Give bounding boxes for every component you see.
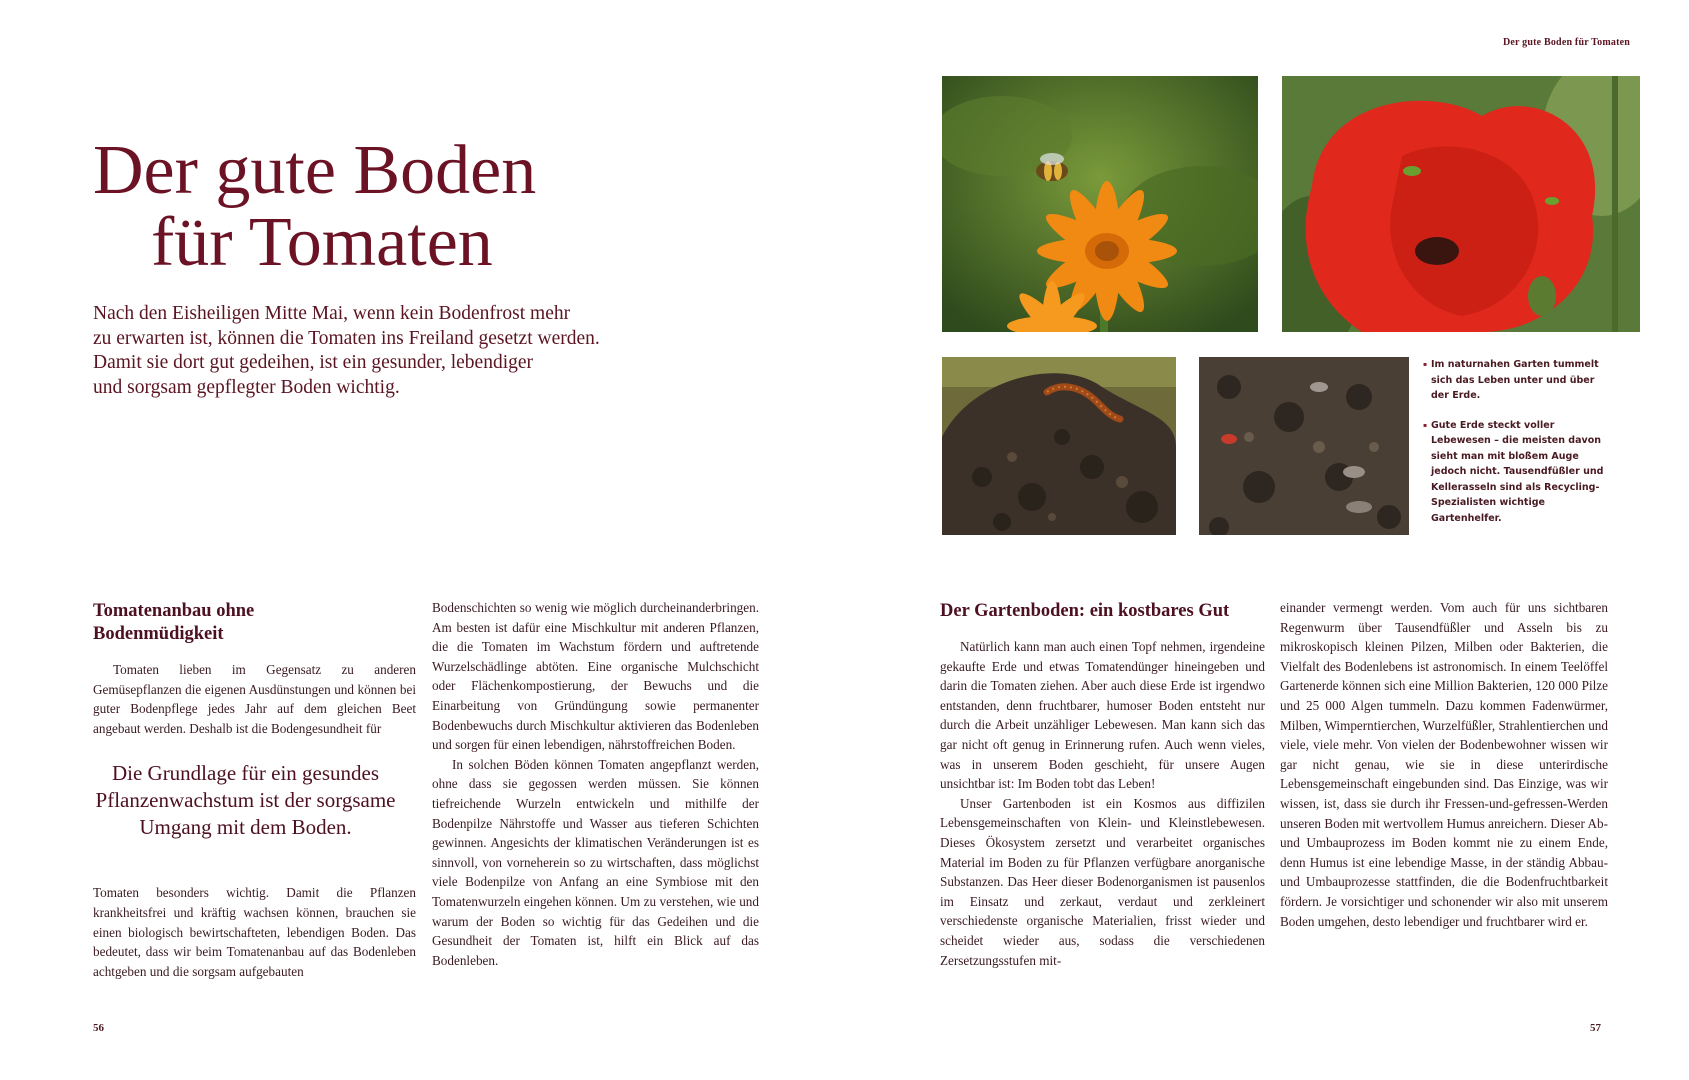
section-heading: Der Gartenboden: ein kostbares Gut bbox=[940, 601, 1230, 621]
body-paragraph: In solchen Böden können Tomaten angepflanzt werden, ohne dass sie gegossen werden müssen. Sie können tiefreichende Wurzeln entwickeln und mithilfe der Bodenpilze Nährstoffe und Wasser aus tieferen Schichten gewinnen. Angesichts der klimatischen Veränderungen ist es sinnvoll, von vorneherein so zu wirtschaften, dass möglichst viele Bodenpilze von Anfang an eine Symbiose mit den Tomatenwurzeln eingehen können. Um zu verstehen, wie und warum der Boden so wichtig für das Gedeihen und die Gesundheit der Tomaten ist, hilft ein Blick auf das Bodenleben. bbox=[432, 756, 759, 968]
lead-line: Nach den Eisheiligen Mitte Mai, wenn kein Bodenfrost mehr bbox=[93, 303, 571, 324]
lead-line: und sorgsam gepflegter Boden wichtig. bbox=[93, 376, 400, 398]
lead-line: zu erwarten ist, können die Tomaten ins Freiland gesetzt werden. bbox=[93, 327, 600, 349]
right-column-2 bbox=[1280, 598, 1608, 931]
section-heading: Tomatenanbau ohne Bodenmüdigkeit bbox=[93, 601, 255, 644]
lead-paragraph bbox=[93, 302, 693, 400]
body-paragraph: Tomaten lieben im Gegensatz zu anderen Gemüsepflanzen die eigenen Ausdünstungen und können bei guter Bodenpflege jedes Jahr auf dem gleichen Beet angebaut werden. Deshalb ist die Bodengesundheit für bbox=[93, 662, 416, 736]
title-line-2: für Tomaten bbox=[151, 204, 493, 281]
pull-quote bbox=[73, 760, 418, 841]
left-column-1 bbox=[93, 600, 416, 981]
body-paragraph: Natürlich kann man auch einen Topf nehmen, irgendeine gekaufte Erde und etwas Tomatendünger hineingeben und darin die Tomaten ziehen. Aber auch diese Erde ist irgendwo entstanden, denn fruchtbarer, humoser Boden entsteht nur durch die Arbeit unzähliger Lebewesen. Man kann sich das gar nicht oft genug in Erinnerung rufen. Auch wenn vieles, was in unserem Boden geschieht, für unsere Augen unsichtbar ist: Im Boden tobt das Leben! bbox=[940, 639, 1265, 792]
running-header: Der gute Boden für Tomaten bbox=[1502, 37, 1630, 48]
photo-red-poppy bbox=[1282, 76, 1640, 332]
lead-line: Damit sie dort gut gedeihen, ist ein gesunder, lebendiger bbox=[93, 352, 534, 373]
body-paragraph: Unser Gartenboden ist ein Kosmos aus diffizilen Lebensgemeinschaften von Klein- und Kleinstlebewesen. Dieses Ökosystem zersetzt und verarbeitet organisches Material im Boden zu für Pflanzen verfügbare anorganische Substanzen. Das Heer dieser Bodenorganismen ist pausenlos im Einsatz und zerkaut, verdaut und zerkleinert verschiedenste organische Materialien, frisst wieder und scheidet wieder aus, sodass die verschiedenen Zersetzungsstufen mit- bbox=[940, 795, 1265, 968]
photo-caption bbox=[1423, 357, 1608, 540]
page-title bbox=[93, 132, 713, 281]
left-column-2 bbox=[432, 598, 759, 970]
photo-soil-woodlice bbox=[1199, 357, 1409, 535]
title-line-1: Der gute Boden bbox=[93, 132, 537, 209]
pull-quote-line: Pflanzenwachstum ist der sorgsame bbox=[95, 788, 396, 813]
pull-quote-line: Die Grundlage für ein gesundes bbox=[111, 761, 380, 786]
right-column-1 bbox=[940, 600, 1265, 970]
pull-quote-line: Umgang mit dem Boden. bbox=[139, 815, 352, 840]
body-paragraph: Tomaten besonders wichtig. Damit die Pflanzen krankheitsfrei und kräftig wachsen können, brauchen sie einen biologisch bewirtschafteten, lebendigen Boden. Das bedeutet, dass wir beim Tomatenanbau auf das Bodenleben achtgeben und die sorgsam aufgebauten bbox=[93, 885, 416, 979]
caption-item: ▪ Gute Erde steckt voller Lebewesen – die meisten davon sieht man mit bloßem Auge jedoch nicht. Tausendfüßler und Kellerasseln sind als Recycling-Spezialisten wichtige Gartenhelfer. bbox=[1423, 418, 1608, 527]
body-paragraph: Bodenschichten so wenig wie möglich durcheinanderbringen. Am besten ist dafür eine Mischkultur mit anderen Pflanzen, die die Tomaten im Wachstum fördern und auftretende Wurzelschädlinge abtöten. Eine organische Mulchschicht oder Flächenkompostierung, der Bewuchs und die Einarbeitung von Gründüngung sowie permanenter Bodenbewuchs durch Mischkultur aktivieren das Bodenleben und sorgen für einen lebendigen, nährstoffreichen Boden. bbox=[432, 600, 759, 753]
photo-soil-centipede bbox=[942, 357, 1176, 535]
page-number-right: 57 bbox=[1590, 1022, 1601, 1034]
caption-item: ▪ Im naturnahen Garten tummelt sich das Leben unter und über der Erde. bbox=[1423, 357, 1608, 404]
body-paragraph: einander vermengt werden. Vom auch für uns sichtbaren Regenwurm über Tausendfüßler und Asseln bis zu mikroskopisch kleinen Pilzen, Milben oder Bakterien, die Vielfalt des Bodenlebens ist astronomisch. In einem Teelöffel Gartenerde können sich eine Million Bakterien, 120 000 Pilze und 25 000 Algen tummeln. Dazu kommen Fadenwürmer, Milben, Wimperntierchen, Wurzelfüßler, Strahlentierchen und viele, viele mehr. Von vielen der Bodenbewohner wissen wir gar nicht genau, wie sie in diese unterirdische Lebensgemeinschaft eingebunden sind. Das Einzige, was wir wissen, ist, dass sie durch ihr Fressen-und-gefressen-Werden unseren Boden mit wertvollem Humus anreichern. Dieser Ab- und Umbauprozess im Boden kommt nie zu einem Ende, denn Humus ist eine lebendige Masse, in der ständig Abbau- und Umbauprozesse stattfinden, die die Bodenfruchtbarkeit fördern. Je vorsichtiger und schonender wir also mit unserem Boden umgehen, desto lebendiger und fruchtbarer wird er. bbox=[1280, 600, 1608, 929]
photo-calendula-bee bbox=[942, 76, 1258, 332]
page-number-left: 56 bbox=[93, 1022, 104, 1034]
